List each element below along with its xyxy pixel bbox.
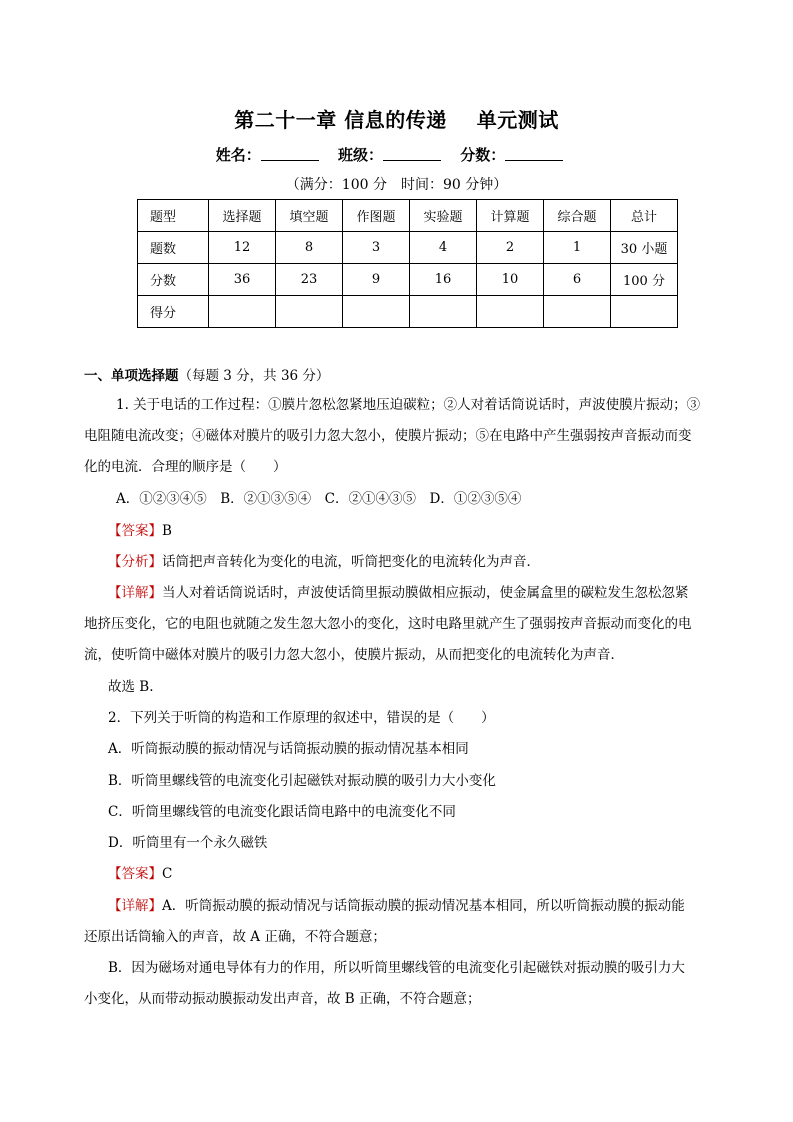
answer-tag: 【答案】 (108, 866, 162, 882)
score-table-cell: 2 (477, 232, 544, 264)
score-table-cell: 4 (410, 232, 477, 264)
name-blank (261, 146, 319, 161)
q1-options: A．①②③④⑤ B．②①③⑤④ C．②①④③⑤ D．①②③⑤④ (116, 491, 522, 507)
score-table-cell: 36 (209, 264, 276, 296)
score-table-cell: 9 (343, 264, 410, 296)
answer-tag: 【答案】 (108, 523, 162, 539)
score-table-cell (343, 296, 410, 328)
title-test: 单元测试 (476, 108, 559, 132)
q1-stem-line1: 1. 关于电话的工作过程：①膜片忽松忽紧地压迫碳粒；②人对着话筒说话时，声波使膜片振动；③ (116, 397, 701, 413)
score-table-cell (611, 296, 678, 328)
answer-value: B (162, 523, 172, 539)
class-label: 班级： (337, 146, 383, 164)
score-table-cell: 10 (477, 264, 544, 296)
score-table-row (138, 296, 678, 328)
score-table-cell: 总计 (611, 200, 678, 232)
score-table-row-header: 得分 (138, 296, 209, 328)
section-heading-note: （每题 3 分，共 36 分） (178, 368, 330, 384)
q2-option-a: A．听筒振动膜的振动情况与话筒振动膜的振动情况基本相同 (108, 741, 469, 757)
score-table-cell (544, 296, 611, 328)
score-table-cell (276, 296, 343, 328)
score-table-cell (410, 296, 477, 328)
section-heading (84, 366, 329, 386)
detail-tag: 【详解】 (108, 898, 162, 914)
score-table-cell: 23 (276, 264, 343, 296)
q2-answer (108, 864, 172, 884)
score-table-row (138, 232, 678, 264)
score-table-cell (209, 296, 276, 328)
score-table-row-header: 题数 (138, 232, 209, 264)
page-title (0, 104, 793, 133)
q1-analysis (108, 552, 540, 572)
score-table-cell: 3 (343, 232, 410, 264)
score-table-cell: 作图题 (343, 200, 410, 232)
q1-detail-line2: 地挤压变化，它的电阻也就随之发生忽大忽小的变化，这时电路里就产生了强弱按声音振动而变化的电 (84, 616, 692, 632)
score-table-cell: 综合题 (544, 200, 611, 232)
name-label: 姓名： (215, 146, 261, 164)
detail-tag: 【详解】 (108, 585, 162, 601)
score-table-cell: 选择题 (209, 200, 276, 232)
score-table-cell: 填空题 (276, 200, 343, 232)
q2-detail-line3: B．因为磁场对通电导体有力的作用，所以听筒里螺线管的电流变化引起磁铁对振动膜的吸引力大 (108, 960, 685, 976)
q2-detail-line4: 小变化，从而带动振动膜振动发出声音，故 B 正确，不符合题意； (84, 991, 481, 1007)
analysis-tag: 【分析】 (108, 554, 162, 570)
score-table-cell: 16 (410, 264, 477, 296)
score-label: 分数： (460, 146, 506, 164)
q2-stem: 2．下列关于听筒的构造和工作原理的叙述中，错误的是（ ） (108, 710, 495, 726)
q1-stem-line2: 电阻随电流改变；④磁体对膜片的吸引力忽大忽小，使膜片振动；⑤在电路中产生强弱按声音振动而变 (84, 428, 692, 444)
score-table-cell: 1 (544, 232, 611, 264)
score-table (137, 199, 678, 328)
score-table-row-header: 分数 (138, 264, 209, 296)
q1-detail-line1 (108, 583, 689, 603)
q2-option-b: B．听筒里螺线管的电流变化引起磁铁对振动膜的吸引力大小变化 (108, 773, 496, 789)
exam-subtitle: （满分：100 分 时间：90 分钟） (285, 177, 508, 193)
q1-answer (108, 521, 172, 541)
student-info-row (0, 144, 793, 165)
section-heading-text: 一、单项选择题 (84, 368, 179, 384)
q2-option-d: D．听筒里有一个永久磁铁 (108, 835, 268, 851)
detail-text: 当人对着话筒说话时，声波使话筒里振动膜做相应振动，使金属盒里的碳粒发生忽松忽紧 (162, 585, 689, 601)
class-blank (383, 146, 441, 161)
score-table-cell: 8 (276, 232, 343, 264)
score-table-cell: 实验题 (410, 200, 477, 232)
q1-conclusion: 故选 B. (108, 679, 154, 695)
score-table-cell: 30 小题 (611, 232, 678, 264)
score-table-row (138, 200, 678, 232)
q1-stem-line3: 化的电流．合理的顺序是（ ） (84, 459, 287, 475)
q2-option-c: C．听筒里螺线管的电流变化跟话筒电路中的电流变化不同 (108, 804, 456, 820)
q1-detail-line3: 流，使听筒中磁体对膜片的吸引力忽大忽小，使膜片振动，从而把变化的电流转化为声音． (84, 647, 624, 663)
score-table-cell: 6 (544, 264, 611, 296)
q2-detail-line1 (108, 896, 685, 916)
score-table-cell (477, 296, 544, 328)
q2-detail-line2: 还原出话筒输入的声音，故 A 正确，不符合题意； (84, 929, 386, 945)
answer-value: C (162, 866, 173, 882)
score-table-row (138, 264, 678, 296)
score-table-cell: 12 (209, 232, 276, 264)
score-blank (505, 146, 563, 161)
score-table-row-header: 题型 (138, 200, 209, 232)
detail-text: A．听筒振动膜的振动情况与话筒振动膜的振动情况基本相同，所以听筒振动膜的振动能 (162, 898, 685, 914)
title-chapter: 第二十一章 信息的传递 (234, 108, 447, 132)
analysis-text: 话筒把声音转化为变化的电流，听筒把变化的电流转化为声音． (162, 554, 540, 570)
score-table-cell: 100 分 (611, 264, 678, 296)
score-table-cell: 计算题 (477, 200, 544, 232)
